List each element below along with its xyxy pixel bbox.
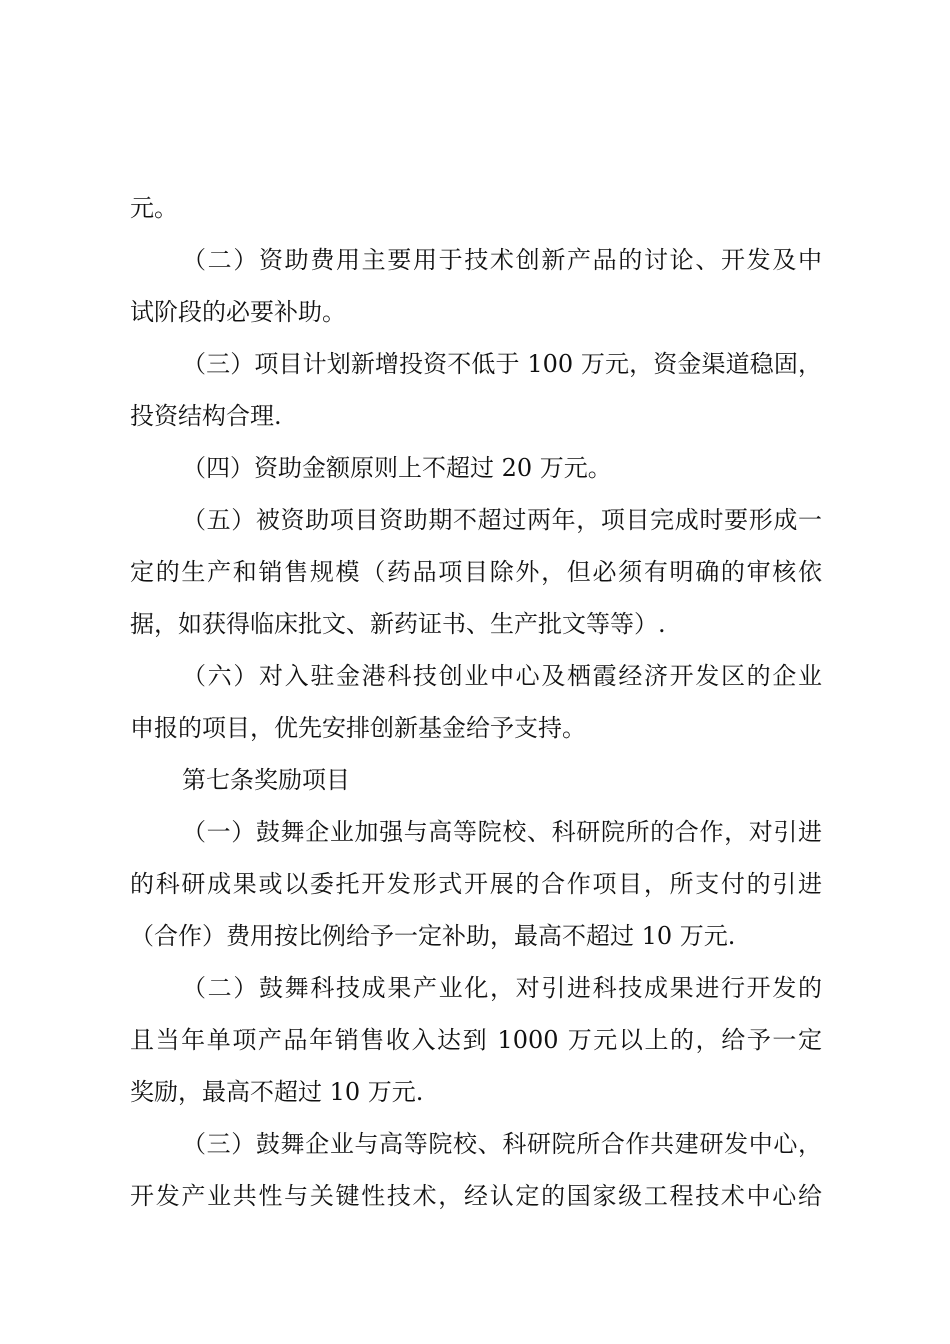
text-line: 申报的项目，优先安排创新基金给予支持。 (130, 714, 586, 742)
text-line: （三）项目计划新增投资不低于 100 万元，资金渠道稳固， (182, 350, 822, 378)
text-line: 定的生产和销售规模（药品项目除外，但必须有明确的审核依 (130, 558, 822, 586)
text-line: （五）被资助项目资助期不超过两年，项目完成时要形成一 (182, 506, 822, 534)
section-heading: 第七条奖励项目 (182, 766, 350, 794)
text-line: （二）鼓舞科技成果产业化，对引进科技成果进行开发的 (182, 974, 822, 1002)
text-line: 的科研成果或以委托开发形式开展的合作项目，所支付的引进 (130, 870, 822, 898)
text-line: 元。 (130, 194, 178, 222)
text-line: （二）资助费用主要用于技术创新产品的讨论、开发及中 (182, 246, 822, 274)
text-line: 试阶段的必要补助。 (130, 298, 346, 326)
text-line: （三）鼓舞企业与高等院校、科研院所合作共建研发中心， (182, 1130, 822, 1158)
text-line: 且当年单项产品年销售收入达到 1000 万元以上的，给予一定 (130, 1026, 822, 1054)
text-line: （四）资助金额原则上不超过 20 万元。 (182, 454, 612, 482)
text-line: （合作）费用按比例给予一定补助，最高不超过 10 万元. (130, 922, 736, 950)
text-line: 据，如获得临床批文、新药证书、生产批文等等）. (130, 610, 666, 638)
text-line: （一）鼓舞企业加强与高等院校、科研院所的合作，对引进 (182, 818, 822, 846)
text-line: （六）对入驻金港科技创业中心及栖霞经济开发区的企业 (182, 662, 822, 690)
text-line: 奖励，最高不超过 10 万元. (130, 1078, 424, 1106)
text-line: 开发产业共性与关键性技术，经认定的国家级工程技术中心给 (130, 1182, 822, 1210)
text-line: 投资结构合理. (130, 402, 282, 430)
document-body (130, 182, 822, 1222)
